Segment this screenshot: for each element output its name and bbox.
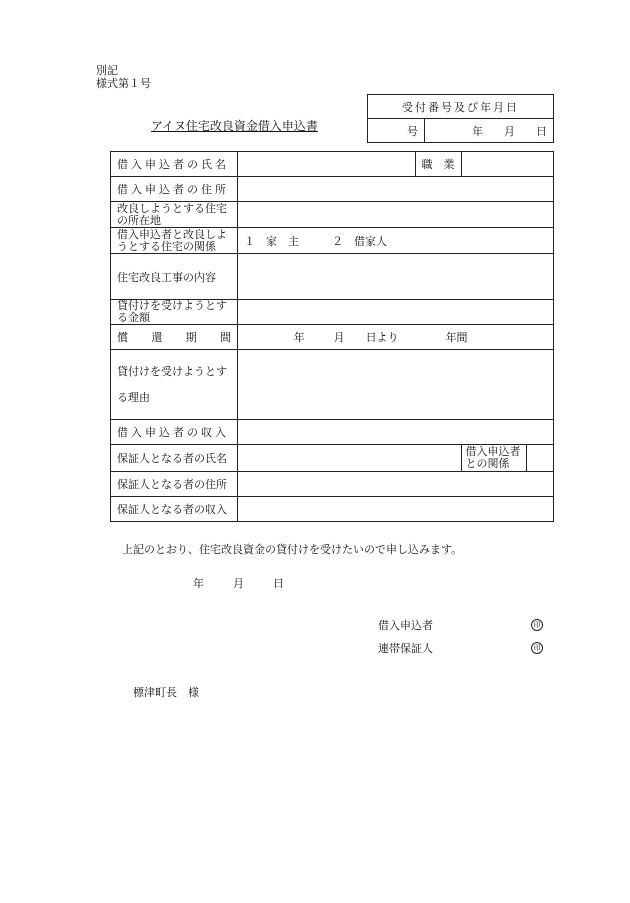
date-month-label: 月 — [233, 577, 244, 590]
house-location-label-line2: の所在地 — [117, 213, 161, 227]
guarantor-relation-inner — [462, 445, 553, 471]
work-content-field[interactable] — [238, 254, 554, 300]
receipt-label: 受付番号及び年月日 — [368, 95, 554, 119]
applicant-address-label: 借入申込者の住所 — [111, 177, 238, 202]
date-year-label: 年 — [193, 577, 204, 590]
guarantor-relation-label-line2: との関係 — [465, 457, 510, 470]
application-form-table — [110, 151, 554, 522]
guarantor-income-label: 保証人となる者の収入 — [111, 497, 238, 522]
repay-years-label: 年間 — [445, 331, 468, 344]
amount-label-line2: る金額 — [117, 311, 150, 324]
guarantor-address-field[interactable] — [238, 472, 554, 497]
form-row — [111, 472, 554, 497]
guarantor-name-label: 保証人となる者の氏名 — [111, 445, 238, 472]
receipt-month-label: 月 — [504, 124, 515, 138]
guarantor-signature-label: 連帯保証人 — [378, 642, 433, 655]
repay-month-label: 月 — [333, 331, 345, 344]
form-row — [111, 202, 554, 228]
application-date — [193, 575, 284, 591]
guarantor-relation-cell — [461, 445, 553, 472]
relation-label-line2: うとする住宅の関係 — [117, 239, 216, 253]
header-note — [96, 64, 151, 90]
guarantor-name-field[interactable] — [238, 445, 461, 472]
guarantor-seal-icon: 印 — [531, 642, 543, 654]
form-row — [111, 325, 554, 350]
addressee: 標津町長 様 — [133, 686, 199, 699]
repay-period-label: 償還期間 — [111, 325, 238, 350]
form-row — [111, 350, 554, 420]
relation-field[interactable] — [238, 228, 554, 254]
applicant-signature-label: 借入申込者 — [378, 619, 433, 632]
relation-option-owner[interactable]: １ 家 主 — [244, 234, 300, 248]
form-row — [111, 177, 554, 202]
applicant-seal-icon: 印 — [531, 619, 543, 631]
house-location-label — [111, 202, 238, 228]
form-row — [111, 445, 554, 472]
receipt-year-label: 年 — [472, 124, 483, 138]
receipt-number-label: 号 — [407, 124, 418, 138]
applicant-income-field[interactable] — [238, 420, 554, 445]
form-row — [111, 420, 554, 445]
receipt-box — [367, 94, 554, 143]
note-line1: 別記 — [96, 64, 118, 77]
applicant-income-label: 借入申込者の収入 — [111, 420, 238, 445]
reason-label-line2: る理由 — [117, 390, 150, 404]
relation-label — [111, 228, 238, 254]
form-row — [111, 497, 554, 522]
form-row — [111, 228, 554, 254]
form-row — [111, 152, 554, 177]
reason-field[interactable] — [238, 350, 554, 420]
form-row — [111, 254, 554, 300]
house-location-label-line1: 改良しようとする住宅 — [117, 201, 227, 215]
work-content-label: 住宅改良工事の内容 — [111, 254, 238, 300]
form-row — [111, 300, 554, 325]
applicant-address-field[interactable] — [238, 177, 554, 202]
receipt-day-label: 日 — [536, 124, 547, 138]
house-location-field[interactable] — [238, 202, 554, 228]
occupation-label: 職 業 — [415, 152, 461, 177]
document-title: アイヌ住宅改良資金借入申込書 — [151, 119, 318, 133]
amount-label — [111, 300, 238, 325]
guarantor-income-field[interactable] — [238, 497, 554, 522]
reason-label — [111, 350, 238, 420]
reason-label-line1: 貸付けを受けようとす — [117, 364, 227, 378]
guarantor-relation-label-line1: 借入申込者 — [465, 445, 521, 458]
guarantor-relation-field[interactable] — [526, 445, 553, 471]
applicant-name-label: 借入申込者の氏名 — [111, 152, 238, 177]
relation-option-tenant[interactable]: ２ 借家人 — [332, 234, 388, 248]
repay-period-field[interactable] — [238, 325, 554, 350]
repay-from-label: 日より — [365, 331, 399, 344]
guarantor-address-label: 保証人となる者の住所 — [111, 472, 238, 497]
receipt-date-cell[interactable] — [425, 119, 554, 143]
applicant-name-field[interactable] — [238, 152, 415, 177]
relation-label-line1: 借入申込者と改良しよ — [117, 227, 227, 241]
date-day-label: 日 — [273, 577, 284, 590]
repay-year-label: 年 — [293, 331, 305, 344]
amount-label-line1: 貸付けを受けようとす — [117, 299, 227, 312]
amount-field[interactable] — [238, 300, 554, 325]
occupation-field[interactable] — [461, 152, 553, 177]
note-line2: 様式第１号 — [96, 77, 151, 90]
statement-text: 上記のとおり、住宅改良資金の貸付けを受けたいので申し込みます。 — [122, 543, 463, 556]
receipt-number-cell[interactable] — [368, 119, 425, 143]
guarantor-relation-label — [462, 445, 527, 471]
